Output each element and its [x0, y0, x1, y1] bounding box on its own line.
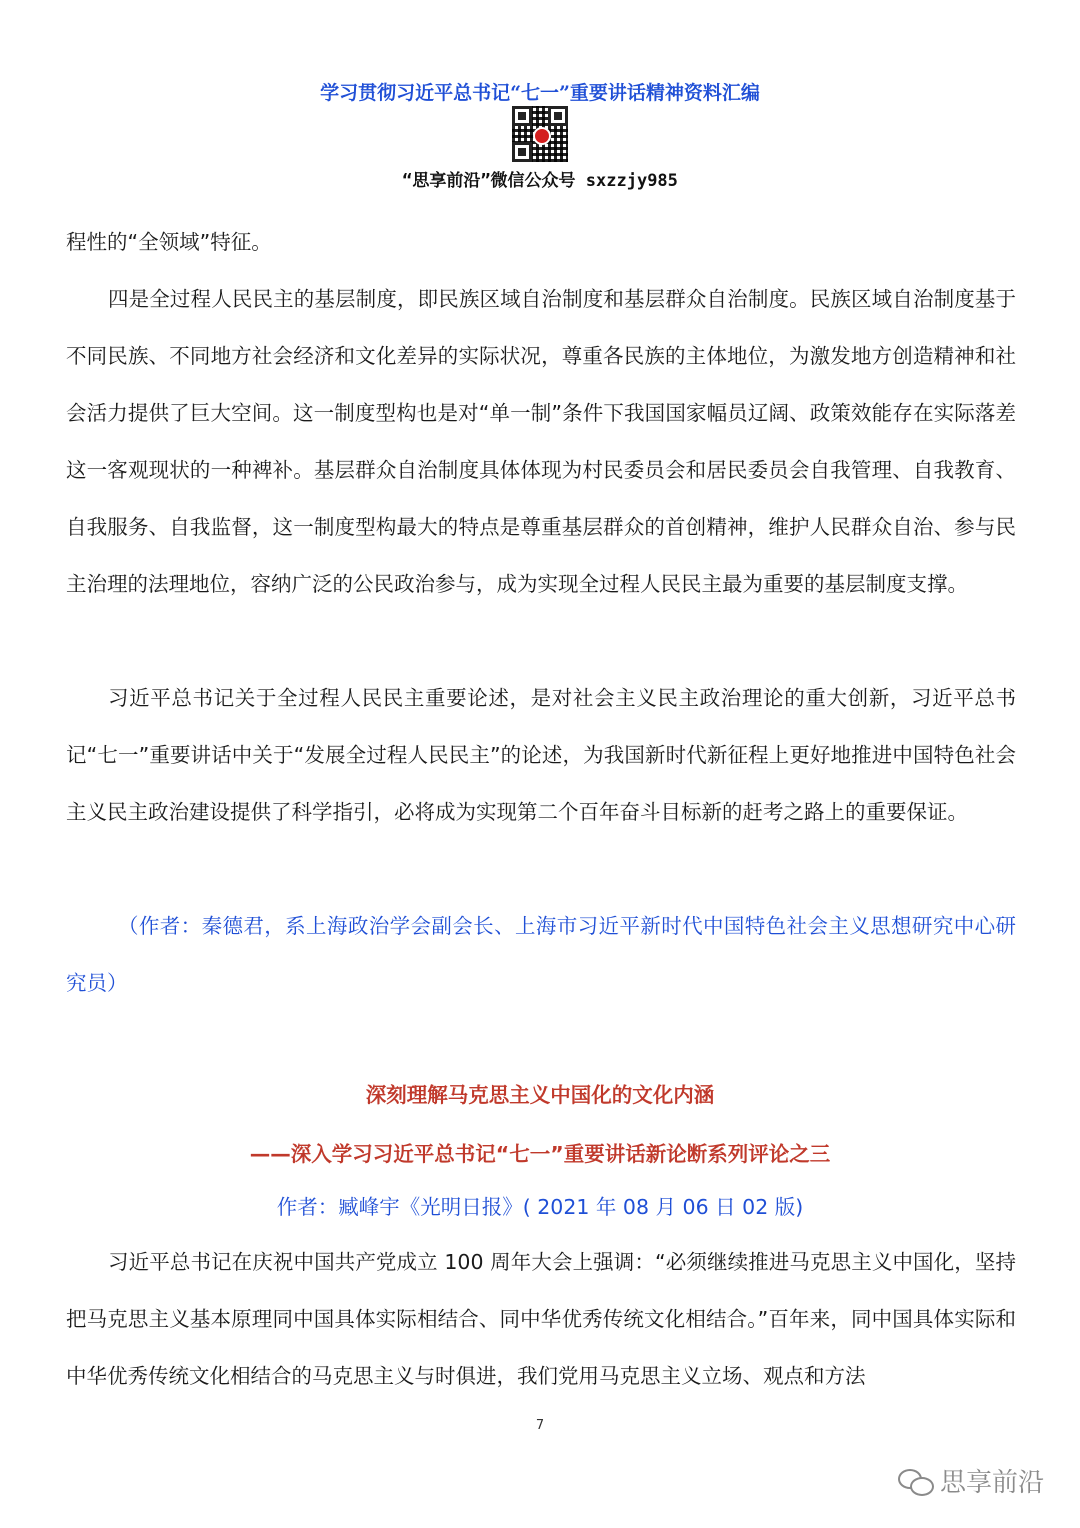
wechat-icon: [898, 1467, 934, 1495]
qr-code-icon: [512, 106, 568, 162]
paragraph-article-intro: 习近平总书记在庆祝中国共产党成立 100 周年大会上强调：“必须继续推进马克思主义中国化，坚持把马克思主义基本原理同中国具体实际相结合、同中华优秀传统文化相结合。”百年来，同中国具体实际和中华优秀传统文化相结合的马克思主义与时俱进，我们党用马克思主义立场、观点和方法: [66, 1250, 1016, 1388]
document-header-subtitle: “思享前沿”微信公众号 sxzzjy985: [402, 171, 678, 191]
paragraph-grassroots-system: 四是全过程人民民主的基层制度，即民族区域自治制度和基层群众自治制度。民族区域自治制度基于不同民族、不同地方社会经济和文化差异的实际状况，尊重各民族的主体地位，为激发地方创造精神和社会活力提供了巨大空间。这一制度型构也是对“单一制”条件下我国国家幅员辽阔、政策效能存在实际落差这一客观现状的一种裨补。基层群众自治制度具体体现为村民委员会和居民委员会自我管理、自我教育、自我服务、自我监督，这一制度型构最大的特点是尊重基层群众的首创精神，维护人民群众自治、参与民主治理的法理地位，容纳广泛的公民政治参与，成为实现全过程人民民主最为重要的基层制度支撑。: [66, 287, 1016, 596]
paragraph-continuation: 程性的“全领域”特征。: [66, 230, 272, 254]
author-note: （作者：秦德君，系上海政治学会副会长、上海市习近平新时代中国特色社会主义思想研究中心研究员）: [66, 914, 1016, 995]
page-number: 7: [535, 1418, 545, 1433]
article-byline: 作者：臧峰宇《光明日报》( 2021 年 08 月 06 日 02 版): [276, 1195, 804, 1219]
paragraph-conclusion: 习近平总书记关于全过程人民民主重要论述，是对社会主义民主政治理论的重大创新，习近平总书记“七一”重要讲话中关于“发展全过程人民民主”的论述，为我国新时代新征程上更好地推进中国特色社会主义民主政治建设提供了科学指引，必将成为实现第二个百年奋斗目标新的赶考之路上的重要保证。: [66, 686, 1016, 824]
article-subtitle: ——深入学习习近平总书记“七一”重要讲话新论断系列评论之三: [249, 1142, 831, 1166]
article-title: 深刻理解马克思主义中国化的文化内涵: [365, 1083, 715, 1107]
watermark-text: 思享前沿: [939, 1468, 1044, 1498]
document-header-title: 学习贯彻习近平总书记“七一”重要讲话精神资料汇编: [320, 82, 760, 104]
watermark: [898, 1462, 1044, 1499]
